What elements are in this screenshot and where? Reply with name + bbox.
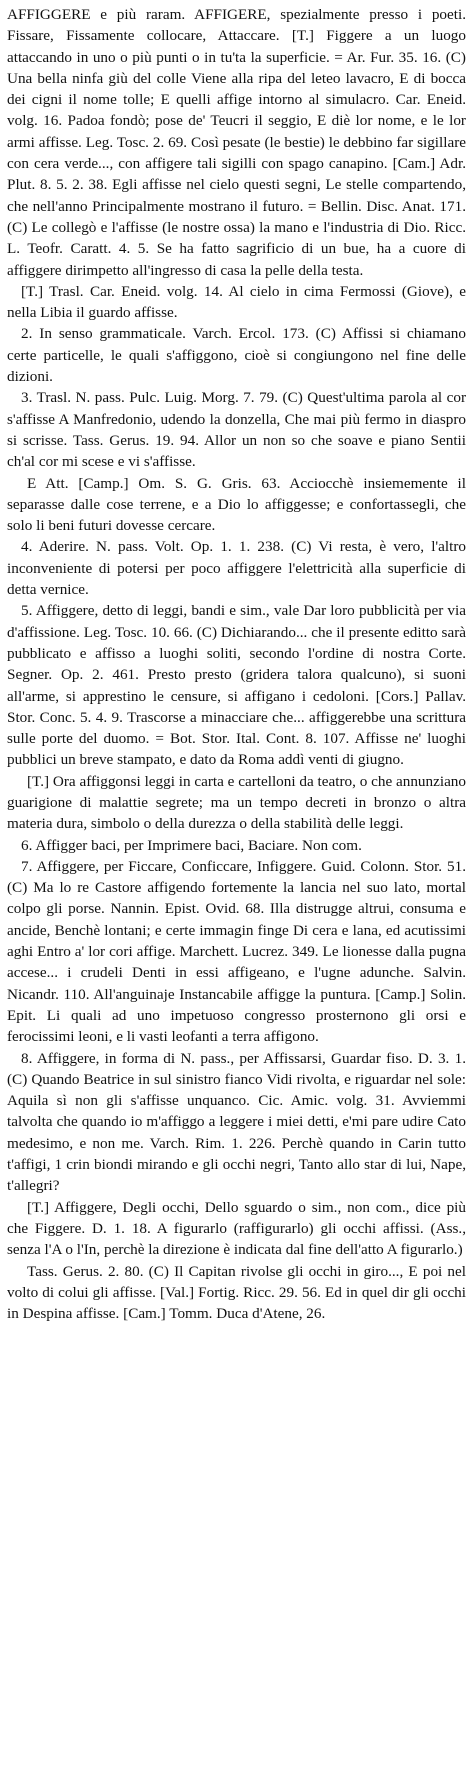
entry-head-paragraph: AFFIGGERE e più raram. AFFIGERE, spezialmente presso i poeti. Fissare, Fissamente collocare, Attaccare. [T.] Figgere a un luogo attaccando in uno o più punti o in tu'ta la superficie. = Ar. Fur. 35. 16. (C) Una bella ninfa giù del colle Viene alla ripa del leteo lavacro, E di bocca dei cigni il nome tolle; E quelli affige intorno al simulacro. Car. Eneid. volg. 16. Padoa fondò; pose de' Teucri il seggio, E diè lor nome, e le lor armi affisse. Leg. Tosc. 2. 69. Così pesate (le bestie) le debbino far sigillare con cera verde..., con affigere tali sigilli con spago canapino. [Cam.] Adr. Plut. 8. 5. 2. 38. Egli affisse nel cielo questi segni, Le stelle compartendo, che nell'anno Principalmente mostrano il futuro. = Bellin. Disc. Anat. 171. (C) Le collegò e l'affisse (le nostre ossa) la mano e l'industria di Dio. Ricc. L. Teofr. Caratt. 4. 5. Se ha fatto sagrificio di un bue, ha a cuore di affiggere dirimpetto all'ingresso di casa la pelle della testa. [7,6,466,279]
sense-5-paragraph: 5. Affiggere, detto di leggi, bandi e sim., vale Dar loro pubblicità per via d'affissione. Leg. Tosc. 10. 66. (C) Dichiarando... che il presente editto sarà pubblicato e affisso a luoghi soliti, secondo l'ordine di nostra Corte. Segner. Op. 2. 461. Presto presto (gridera talora qualcuno), si suoni all'arme, si apprestino le censure, si affigano i cedoloni. [Cors.] Pallav. Stor. Conc. 5. 4. 9. Trascorse a minacciare che... affiggerebbe una scrittura sulle porte del duomo. = Bot. Stor. Ital. Cont. 8. 107. Affisse ne' luoghi pubblici un breve stampato, e dato da Roma addì venti di giugno. [7,602,466,769]
sense-6-paragraph: 6. Affigger baci, per Imprimere baci, Baciare. Non com. [21,836,362,854]
sense-7-paragraph: 7. Affiggere, per Ficcare, Conficcare, Infiggere. Guid. Colonn. Stor. 51. (C) Ma lo re Castore affigendo fortemente la lancia nel suo lato, mortal colpo gli porse. Nannin. Epist. Ovid. 68. Illa distrugge altrui, consuma e ancide, Benchè lontani; e certe immagin finge Di cera e lana, ed acutissimi aghi Entro a' lor cori affige. Marchett. Lucrez. 349. Le lionesse dalla pugna accese... i crudeli Denti in essi affigeano, e l'ugne adunche. Salvin. Nicandr. 110. All'anguinaje Instancabile affigge la puntura. [Camp.] Solin. Epit. Li quali ad uno impetuoso congresso prosternono gli orsi e ferocissimi leoni, e li vasti leofanti a terra affigono. [7,857,466,1046]
sense-8-citation-paragraph: Tass. Gerus. 2. 80. (C) Il Capitan rivolse gli occhi in giro..., E poi nel volto di colui gli affisse. [Val.] Fortig. Ricc. 29. 56. Ed in quel dir gli occhi in Despina affisse. [Cam.] Tomm. Duca d'Atene, 26. [7,1262,466,1323]
sense-4-paragraph: 4. Aderire. N. pass. Volt. Op. 1. 1. 238. (C) Vi resta, è vero, l'altro inconveniente di potersi per poco affiggere l'elettricità alla superficie di detta vernice. [7,538,466,599]
sense-8-paragraph: 8. Affiggere, in forma di N. pass., per Affissarsi, Guardar fiso. D. 3. 1. (C) Quando Beatrice in sul sinistro fianco Vidi rivolta, e riguardar nel sole: Aquila sì non gli s'affisse unquanco. Cic. Amic. volg. 31. Avviemmi talvolta che quando io m'affiggo a leggere i miei detti, e'mi pare udire Cato medesimo, e non me. Varch. Rim. 1. 226. Perchè quando in Carin tutto t'affigi, 1 crin biondi mirando e gli occhi negri, Tanto allo star di lui, Nape, t'allegri? [7,1049,466,1195]
sense-3-paragraph: 3. Trasl. N. pass. Pulc. Luig. Morg. 7. 79. (C) Quest'ultima parola al cor s'affisse A Manfredonio, udendo la donzella, Che mai più fermo in diaspro si scrisse. Tass. Gerus. 19. 94. Allor un non so che soave e piano Sentii ch'al cor mi scese e vi s'affisse. [7,389,466,471]
sense-3-att-paragraph: E Att. [Camp.] Om. S. G. Gris. 63. Acciocchè insiememente il separasse dalle cose terrene, e a Dio lo affiggesse; e confortassegli, che solo li beni futuri dovesse cercare. [7,474,466,535]
sense-8-note-paragraph: [T.] Affiggere, Degli occhi, Dello sguardo o sim., non com., dice più che Figgere. D. 1. 18. A figurarlo (raffigurarlo) gli occhi affissi. (Ass., senza l'A o l'In, perchè la direzione è indicata dal fine dell'atto A figurarlo.) [7,1198,466,1259]
sense-5-note-paragraph: [T.] Ora affiggonsi leggi in carta e cartelloni da teatro, o che annunziano guarigione di malattie segrete; ma un tempo decreti in bronzo o altra materia dura, simbolo o della durezza o della stabilità delle leggi. [7,772,466,833]
sense-2-paragraph: 2. In senso grammaticale. Varch. Ercol. 173. (C) Affissi si chiamano certe particelle, le quali s'affiggono, cioè si congiungono nel fine delle dizioni. [7,325,466,386]
sense-trasl-paragraph: [T.] Trasl. Car. Eneid. volg. 14. Al cielo in cima Fermossi (Giove), e nella Libia il guardo affisse. [7,282,466,322]
